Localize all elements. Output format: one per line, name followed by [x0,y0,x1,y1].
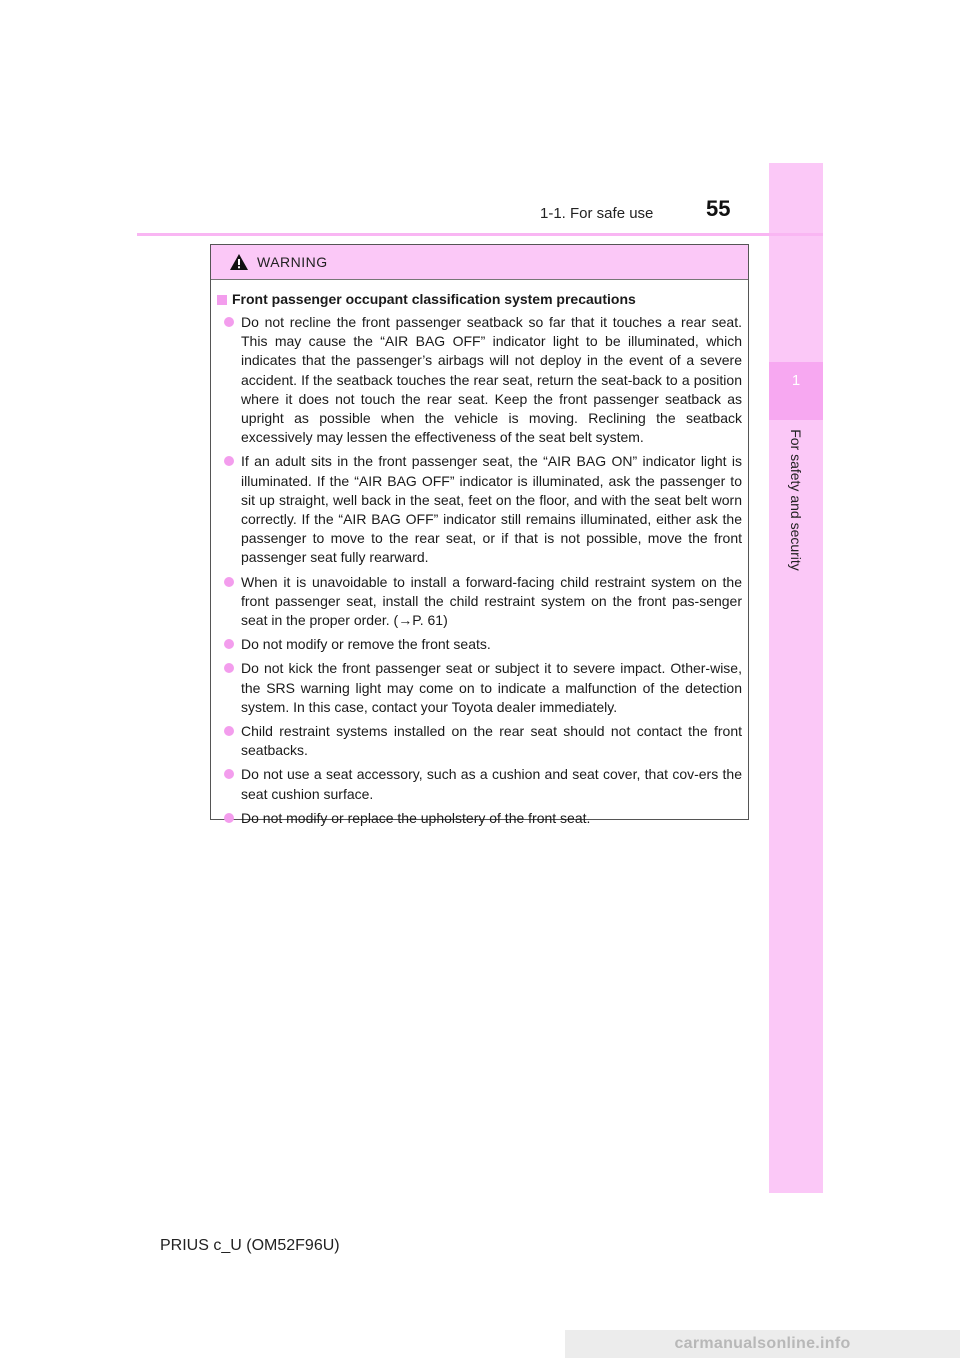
list-item-text: Do not modify or remove the front seats. [241,636,491,653]
side-tab [769,163,823,1193]
warning-triangle-icon [229,253,249,271]
list-item-text: If an adult sits in the front passenger seat, the “AIR BAG ON” indicator light is illuminated. If the “AIR BAG OFF” indicator is illuminated, ask the passenger to sit up straight, well back in the seat, feet on the floor, and with the seat belt worn correctly. If the “AIR BAG OFF” indicator still remains illuminated, either ask the passenger to move to the rear seat, or if that is not possible, move the front passenger seat fully rearward. [241,453,742,566]
warning-box [210,244,749,826]
round-bullet-icon [224,577,234,587]
list-item-text: Do not recline the front passenger seatback so far that it touches a rear seat. This may cause the “AIR BAG OFF” indicator light to be illuminated, which indicates that the passenger’s airbags will not deploy in the event of a severe accident. If the seatback touches the rear seat, return the seat-back to a position where it does not touch the rear seat. Keep the front passenger seatback as upright as possible when the vehicle is moving. Reclining the seatback excessively may lessen the effectiveness of the seat belt system. [241,314,742,446]
warning-title: WARNING [257,254,328,270]
list-item-text: Do not use a seat accessory, such as a cushion and seat cover, that cov-ers the seat cushion surface. [241,766,742,802]
list-item [217,809,742,828]
list-item [217,313,742,447]
warning-body [211,280,748,828]
watermark-link[interactable]: carmanualsonline.info [565,1330,960,1358]
page-number: 55 [706,196,731,221]
list-item [217,573,742,631]
round-bullet-icon [224,456,234,466]
list-item [217,722,742,760]
list-item-text: Do not modify or replace the upholstery of the front seat. [241,809,591,826]
warning-list [217,313,742,828]
side-tab-number: 1 [791,372,801,389]
round-bullet-icon [224,769,234,779]
side-tab-label: For safety and security [788,429,804,571]
warning-subheading [217,290,742,309]
list-item [217,635,742,654]
footer-model: PRIUS c_U (OM52F96U) [160,1237,340,1254]
round-bullet-icon [224,317,234,327]
warning-header [211,245,748,280]
round-bullet-icon [224,726,234,736]
warning-subheading-text: Front passenger occupant classification system precautions [232,291,636,307]
list-item [217,659,742,717]
square-bullet-icon [217,295,227,305]
section-title: 1-1. For safe use [540,205,654,222]
round-bullet-icon [224,639,234,649]
header-rule [137,233,823,236]
round-bullet-icon [224,663,234,673]
round-bullet-icon [224,813,234,823]
list-item-text: Child restraint systems installed on the rear seat should not contact the front seatbacks. [241,723,742,759]
list-item-text: Do not kick the front passenger seat or subject it to severe impact. Other-wise, the SRS warning light may come on to indicate a malfunction of the detection system. In this case, contact your Toyota dealer immediately. [241,660,742,715]
list-item [217,452,742,567]
side-tab-number-block [769,362,823,420]
list-item [217,765,742,803]
list-item-text: When it is unavoidable to install a forward-facing child restraint system on the front passenger seat, install the child restraint system on the front pas-senger seat in the proper order. (→P. 61) [241,573,742,629]
